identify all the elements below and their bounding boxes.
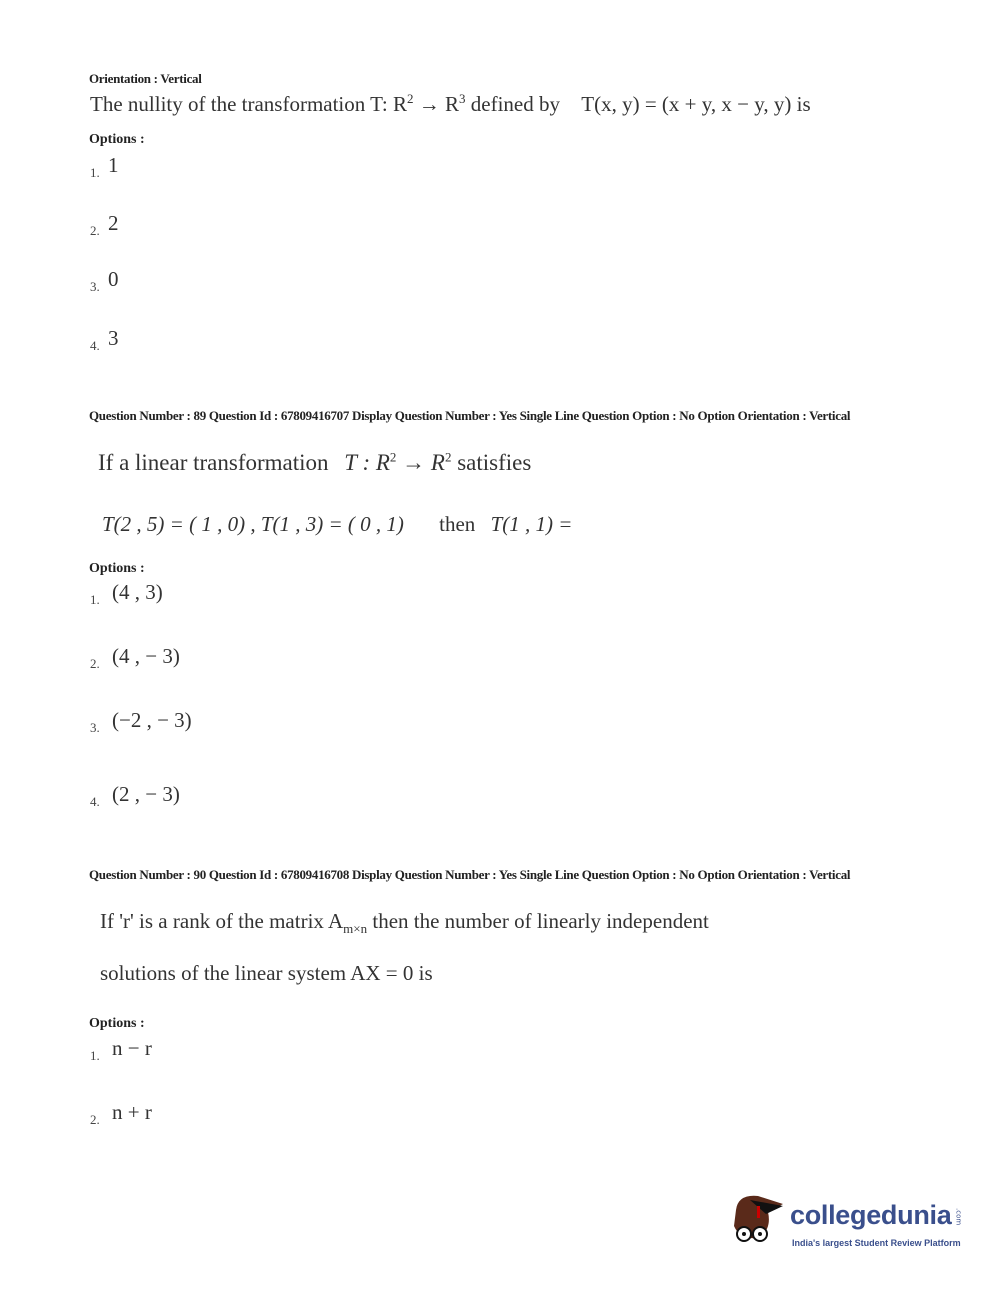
logo-brand: collegedunia xyxy=(790,1200,952,1230)
option-number: 2. xyxy=(90,656,100,671)
text: → R xyxy=(396,450,445,475)
option-4[interactable]: 3 xyxy=(108,326,119,350)
text: : R xyxy=(356,450,390,475)
text: satisfies xyxy=(451,450,532,475)
mascot-icon xyxy=(728,1190,788,1260)
option-number: 2. xyxy=(90,223,100,238)
sup: 2 xyxy=(389,449,397,465)
collegedunia-logo xyxy=(728,1190,990,1260)
formula: T(x, y) = (x + y, x − y, y) is xyxy=(581,92,811,116)
text: If a linear transformation xyxy=(98,450,335,475)
text: then the number of linearly independent xyxy=(367,909,709,933)
sup: 3 xyxy=(459,91,466,106)
option-number: 4. xyxy=(90,338,100,353)
options-label: Options : xyxy=(89,132,145,147)
option-3[interactable]: 0 xyxy=(108,267,119,291)
option-2[interactable]: (4 , − 3) xyxy=(112,644,180,668)
text: T(2 , 5) = ( 1 , 0) , T(1 , 3) = ( 0 , 1) xyxy=(102,512,404,536)
option-number: 4. xyxy=(90,794,100,809)
option-4[interactable]: (2 , − 3) xyxy=(112,782,180,806)
option-1[interactable]: (4 , 3) xyxy=(112,580,163,604)
question-formula xyxy=(102,512,572,537)
question-text xyxy=(98,450,531,476)
text: then xyxy=(439,512,476,536)
options-label: Options : xyxy=(89,561,145,576)
option-2[interactable]: 2 xyxy=(108,211,119,235)
text: The nullity of the transformation T: R xyxy=(90,92,408,116)
text: T xyxy=(344,450,357,475)
option-number: 2. xyxy=(90,1112,100,1127)
option-1[interactable]: 1 xyxy=(108,153,119,177)
logo-tld: .com xyxy=(954,1208,963,1226)
text: T(1 , 1) = xyxy=(490,512,573,536)
option-number: 1. xyxy=(90,592,100,607)
question-text xyxy=(100,909,709,937)
option-2[interactable]: n + r xyxy=(112,1100,152,1124)
sub: m×n xyxy=(343,921,368,937)
option-number: 1. xyxy=(90,165,100,180)
option-number: 1. xyxy=(90,1048,100,1063)
option-number: 3. xyxy=(90,720,100,735)
option-1[interactable]: n − r xyxy=(112,1036,152,1060)
text: If 'r' is a rank of the matrix A xyxy=(100,909,344,933)
text: defined by xyxy=(465,92,561,116)
question-text-line2: solutions of the linear system AX = 0 is xyxy=(100,961,433,985)
option-number: 3. xyxy=(90,279,100,294)
sup: 2 xyxy=(407,91,414,106)
text: → R xyxy=(413,92,460,116)
option-3[interactable]: (−2 , − 3) xyxy=(112,708,192,732)
options-label: Options : xyxy=(89,1016,145,1031)
logo-brand-row xyxy=(790,1200,962,1231)
logo-tagline: India's largest Student Review Platform xyxy=(792,1238,961,1248)
sup: 2 xyxy=(444,449,452,465)
question-orientation: Orientation : Vertical xyxy=(89,71,202,86)
question-meta: Question Number : 89 Question Id : 67809416707 Display Question Number : Yes Single Line Question Option : No Option Orientation : Vertical xyxy=(89,408,851,423)
question-text xyxy=(90,92,811,117)
question-meta: Question Number : 90 Question Id : 67809416708 Display Question Number : Yes Single Line Question Option : No Option Orientation : Vertical xyxy=(89,867,851,882)
